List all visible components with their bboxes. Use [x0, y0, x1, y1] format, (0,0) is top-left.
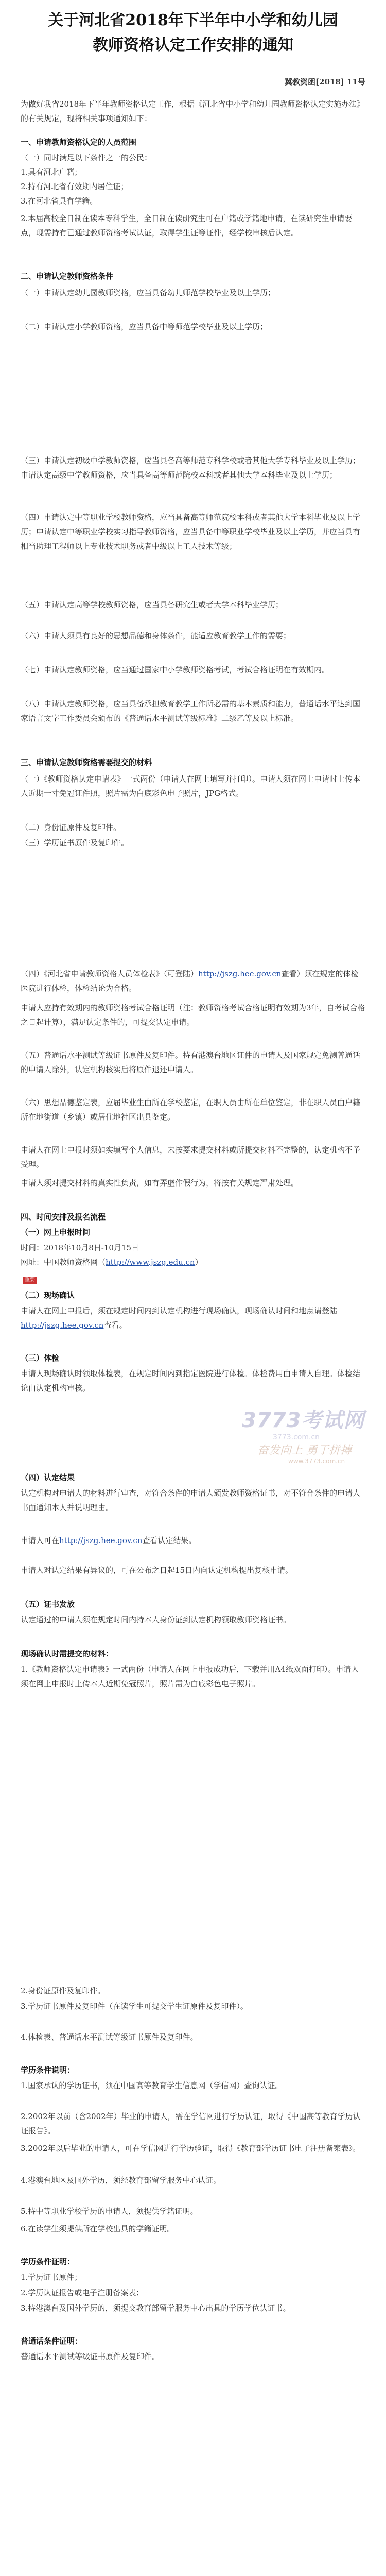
paragraph: （二）申请认定小学教师资格，应当具备中等师范学校毕业及以上学历； — [21, 322, 268, 331]
paragraph — [21, 1303, 365, 1332]
badge-line — [21, 1273, 365, 1287]
paragraph: 4.港澳台地区及国外学历，须经教育部留学服务中心认证。 — [21, 2176, 221, 2185]
watermark — [242, 1404, 365, 1465]
paragraph — [21, 1533, 365, 1548]
paragraph: 3.学历证书原件及复印件（在读学生可提交学生证原件及复印件）。 — [21, 2002, 248, 2011]
paragraph: 认定机构对申请人的材料进行审查，对符合条件的申请人颁发教师资格证书，对不符合条件的申请人书面通知本人并说明理由。 — [21, 1488, 361, 1512]
paragraph: 3.2002年以后毕业的申请人，可在学信网进行学历验证，取得《教育部学历证书电子注册备案表》。 — [21, 2144, 360, 2153]
paragraph — [21, 967, 365, 995]
watermark-logo: 3773考试网 — [242, 1409, 365, 1432]
paragraph: （四）申请认定中等职业学校教师资格，应当具备高等师范院校本科或者其他大学本科毕业及以上学历；申请认定中等职业学校实习指导教师资格，应当具备中等职业学校毕业及以上学历，并应当具有相当助理工程师以上专业技术职务或者中级以上工人技术等级； — [21, 513, 361, 551]
page-title-line2: 教师资格认定工作安排的通知 — [93, 36, 293, 54]
sub-heading: （五）证书发放 — [21, 1600, 75, 1609]
sub-heading: （三）体检 — [21, 1353, 60, 1363]
paragraph: 2.2002年以前（含2002年）毕业的申请人，需在学信网进行学历认证，取得《中国高等教育学历认证报告》。 — [21, 2112, 361, 2136]
paragraph: （一）同时满足以下条件之一的公民： — [21, 153, 152, 162]
paragraph: （三）学历证书原件及复印件。 — [21, 838, 129, 848]
paragraph: 3.持港澳台及国外学历的，须提交教育部留学服务中心出具的学历学位认证书。 — [21, 2303, 291, 2313]
paragraph — [21, 1255, 365, 1269]
paragraph: （六）思想品德鉴定表，应届毕业生由所在学校鉴定，在职人员由所在单位鉴定，非在职人员由户籍所在地街道（乡镇）或居住地社区出具鉴定。 — [21, 1098, 361, 1122]
watermark-slogan: 奋发向上 勇于拼搏 — [257, 1444, 352, 1457]
paragraph: 2.本届高校全日制在读本专科学生，全日制在读研究生可在户籍或学籍地申请，在读研究生申请要点，现需持有已通过教师资格考试认证，取得学生证等证件，经学校审核后认定。 — [21, 214, 353, 238]
text: 申请人可在 — [21, 1536, 60, 1545]
paragraph: （三）申请认定初级中学教师资格，应当具备高等师范专科学校或者其他大学专科毕业及以上学历；申请认定高级中学教师资格，应当具备高等师范院校本科或者其他大学本科毕业及以上学历； — [21, 456, 361, 480]
text: 查看认定结果。 — [142, 1536, 197, 1545]
text: 查看）须在规定的体检医院进行体检，体检结论为合格。 — [21, 969, 359, 993]
sub-heading: 普通话条件证明： — [21, 2336, 83, 2346]
section-heading: 一、申请教师资格认定的人员范围 — [21, 138, 137, 147]
paragraph: （八）申请认定教师资格，应当具备承担教育教学工作所必需的基本素质和能力，普通话水平达到国家语言文字工作委员会颁布的《普通话水平测试等级标准》二级乙等及以上标准。 — [21, 699, 361, 723]
link[interactable]: http://www.jszg.edu.cn — [106, 1258, 195, 1267]
link[interactable]: http://jszg.hee.gov.cn — [198, 969, 282, 978]
paragraph: 6.在读学生须提供所在学校出具的学籍证明。 — [21, 2224, 175, 2233]
paragraph: 1.学历证书原件； — [21, 2273, 82, 2282]
sub-heading: 学历条件说明： — [21, 2065, 75, 2075]
document-number: 冀教资函[2018] 11号 — [284, 77, 365, 87]
page-title: 关于河北省2018年下半年中小学和幼儿园 — [48, 11, 338, 29]
paragraph: 2.身份证原件及复印件。 — [21, 1986, 106, 1995]
date-line: 时间：2018年10月8日-10月15日 — [21, 1243, 139, 1252]
paragraph: 申请人应持有效期内的教师资格考试合格证明（注：教师资格考试合格证明有效期为3年，自考试合格之日起计算），满足认定条件的，可提交认定申请。 — [21, 1003, 365, 1027]
paragraph: 1.《教师资格认定申请表》一式两份（申请人在网上申报成功后，下载并用A4纸双面打印）。申请人须在网上申报时上传本人近期免冠照片，照片需为白底彩色电子照片。 — [21, 1665, 359, 1688]
link[interactable]: http://jszg.hee.gov.cn — [59, 1536, 143, 1545]
text: （四）《河北省申请教师资格人员体检表》（可登陆） — [21, 969, 199, 978]
sub-heading: 学历条件证明： — [21, 2257, 75, 2266]
section-heading: 二、申请认定教师资格条件 — [21, 272, 114, 281]
paragraph: （一）申请认定幼儿园教师资格，应当具备幼儿师范学校毕业及以上学历； — [21, 288, 276, 297]
paragraph: 5.持中等职业学校学历的申请人，须提供学籍证明。 — [21, 2207, 198, 2216]
paragraph: （五）申请认定高等学校教师资格，应当具备研究生或者大学本科毕业学历； — [21, 600, 284, 609]
sub-heading: （一）网上申报时间 — [21, 1228, 91, 1237]
text: 查看。 — [103, 1320, 127, 1330]
paragraph: 申请人在网上申报时须如实填写个人信息，未按要求提交材料或所提交材料不完整的，认定机构不予受理。 — [21, 1145, 361, 1169]
paragraph: 申请人对认定结果有异议的，可在公布之日起15日内向认定机构提出复核申请。 — [21, 1566, 293, 1575]
section-heading: 四、时间安排及报名流程 — [21, 1212, 106, 1222]
paragraph: 4.体检表、普通话水平测试等级证书原件及复印件。 — [21, 2032, 198, 2042]
list-item: 3.在河北省具有学籍。 — [21, 196, 98, 206]
sub-heading: （二）现场确认 — [21, 1291, 75, 1300]
paragraph: （七）申请认定教师资格，应当通过国家中小学教师资格考试，考试合格证明在有效期内。 — [21, 665, 330, 674]
paragraph: 普通话水平测试等级证书原件及复印件。 — [21, 2352, 160, 2361]
list-item: 2.持有河北省有效期内居住证； — [21, 182, 129, 191]
paragraph: 1.国家承认的学历证书，须在中国高等教育学生信息网（学信网）查询认证。 — [21, 2081, 283, 2090]
link[interactable]: http://jszg.hee.gov.cn — [21, 1320, 104, 1330]
paragraph: 2.学历认证报告或电子注册备案表； — [21, 2288, 144, 2297]
paragraph: （六）申请人须具有良好的思想品德和身体条件，能适应教育教学工作的需要； — [21, 631, 291, 640]
important-badge: 重要 — [23, 1277, 37, 1284]
text: ） — [195, 1258, 203, 1267]
intro-paragraph: 为做好我省2018年下半年教师资格认定工作，根据《河北省中小学和幼儿园教师资格认定实施办法》的有关规定，现将相关事项通知如下： — [21, 99, 365, 123]
sub-heading: 现场确认时需提交的材料： — [21, 1649, 114, 1658]
list-item: 1.具有河北户籍； — [21, 167, 82, 177]
paragraph: （一）《教师资格认定申请表》一式两份（申请人在网上填写并打印）。申请人须在网上申请时上传本人近期一寸免冠证件照，照片需为白底彩色电子照片，JPG格式。 — [21, 774, 361, 798]
paragraph: （二）身份证原件及复印件。 — [21, 823, 121, 832]
paragraph: 申请人须对提交材料的真实性负责，如有弄虚作假行为，将按有关规定严肃处理。 — [21, 1178, 299, 1188]
watermark-url: www.3773.com.cn — [288, 1458, 345, 1465]
paragraph: 申请人现场确认时领取体检表，在规定时间内到指定医院进行体检。体检费用由申请人自理。体检结论由认定机构审核。 — [21, 1369, 361, 1393]
section-heading: 三、申请认定教师资格需要提交的材料 — [21, 758, 152, 767]
watermark-domain: 3773.com.cn — [273, 1433, 320, 1442]
text: 网址：中国教师资格网（ — [21, 1258, 106, 1267]
sub-heading: （四）认定结果 — [21, 1473, 75, 1482]
paragraph: 认定通过的申请人须在规定时间内持本人身份证到认定机构领取教师资格证书。 — [21, 1615, 291, 1624]
paragraph: （五）普通话水平测试等级证书原件及复印件。持有港澳台地区证件的申请人及国家规定免测普通话的申请人除外，认定机构核实后将原件退还申请人。 — [21, 1050, 361, 1074]
text: 申请人在网上申报后，须在规定时间内到认定机构进行现场确认，现场确认时间和地点请登陆 — [21, 1306, 338, 1315]
